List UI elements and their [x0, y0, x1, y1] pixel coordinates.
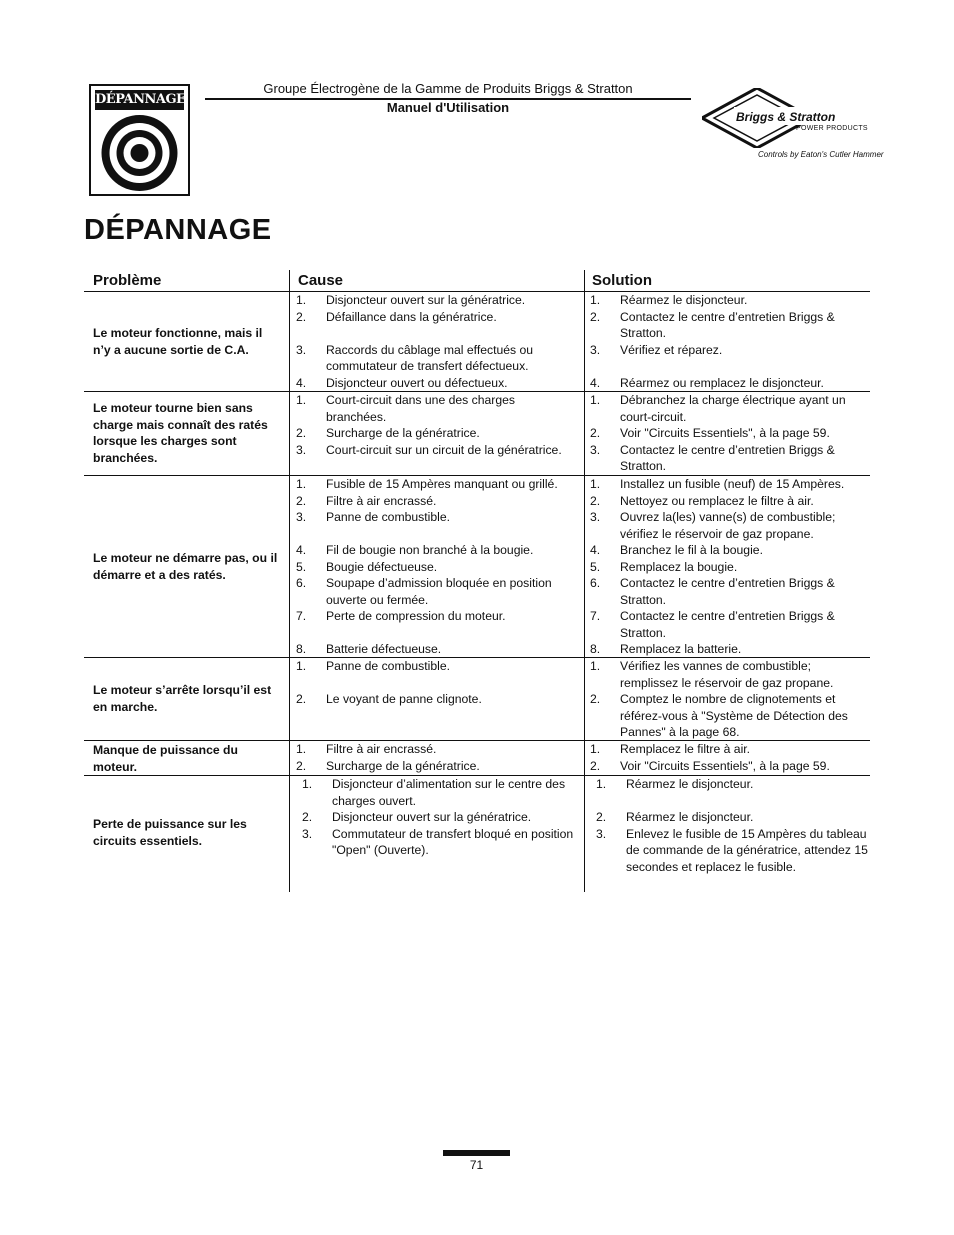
item-text: Vérifiez les vannes de combustible; remplissez le réservoir de gaz propane.: [620, 659, 834, 690]
item-number: 3.: [302, 826, 313, 841]
solutions-list: [590, 776, 868, 892]
table-header: [84, 270, 870, 292]
solutions-list: [590, 741, 868, 775]
item-text: Court-circuit sur un circuit de la génératrice.: [326, 442, 562, 457]
item-number: 3.: [590, 442, 601, 457]
problem-cell: Le moteur fonctionne, mais il n’y a aucune sortie de C.A.: [93, 326, 263, 357]
item-number: 1.: [590, 742, 601, 756]
item-number: 4.: [296, 375, 307, 390]
item-text: Raccords du câblage mal effectués ou commutateur de transfert défectueux.: [326, 342, 534, 373]
brand-controls: Controls by Eaton's Cutler Hammer: [758, 150, 884, 159]
causes-list: [296, 658, 576, 740]
item-text: Contactez le centre d’entretien Briggs & Stratton.: [620, 609, 835, 640]
item-text: Réarmez le disjoncteur.: [626, 810, 754, 824]
item-text: Contactez le centre d’entretien Briggs & Stratton.: [620, 442, 835, 473]
footer-rule: [443, 1155, 510, 1156]
table-row: [84, 741, 870, 776]
item-number: 1.: [296, 393, 307, 407]
item-number: 8.: [590, 642, 601, 656]
item-text: Panne de combustible.: [326, 510, 450, 524]
item-number: 1.: [590, 393, 601, 407]
page-number: 71: [469, 1158, 484, 1172]
item-number: 1.: [296, 742, 307, 756]
item-text: Comptez le nombre de clignotements et référez-vous à "Système de Détection des Pannes" à la page 68.: [620, 692, 848, 739]
item-text: Filtre à air encrassé.: [326, 493, 437, 508]
item-text: Surcharge de la génératrice.: [326, 426, 480, 440]
item-number: 3.: [590, 342, 601, 357]
item-text: Perte de compression du moteur.: [326, 609, 506, 623]
item-number: 3.: [296, 342, 307, 357]
item-number: 2.: [296, 758, 307, 773]
causes-list: [296, 292, 576, 391]
depannage-logo: [89, 84, 190, 196]
item-text: Débranchez la charge électrique ayant un court-circuit.: [620, 393, 846, 424]
item-number: 2.: [296, 309, 307, 324]
problem-cell: Manque de puissance du moteur.: [93, 743, 238, 774]
item-text: Contactez le centre d’entretien Briggs & Stratton.: [620, 576, 835, 607]
item-text: Court-circuit dans une des charges branchées.: [326, 393, 516, 424]
item-number: 2.: [590, 426, 601, 440]
item-text: Réarmez ou remplacez le disjoncteur.: [620, 375, 824, 390]
item-number: 2.: [590, 493, 601, 508]
item-number: 7.: [590, 609, 601, 623]
document-title: Groupe Électrogène de la Gamme de Produits Briggs & Stratton: [263, 81, 633, 96]
item-text: Remplacez le filtre à air.: [620, 742, 751, 756]
column-divider: [289, 270, 290, 892]
causes-list: [296, 776, 576, 892]
item-text: Contactez le centre d’entretien Briggs & Stratton.: [620, 309, 835, 340]
item-text: Défaillance dans la génératrice.: [326, 309, 497, 324]
header-cause: Cause: [298, 272, 344, 289]
item-text: Remplacez la bougie.: [620, 559, 738, 574]
brand-name: Briggs & Stratton: [736, 110, 836, 124]
item-number: 2.: [296, 426, 307, 440]
page-title: DÉPANNAGE: [84, 214, 272, 246]
item-number: 3.: [596, 826, 607, 841]
problem-cell: Le moteur s’arrête lorsqu’il est en marche.: [93, 683, 272, 714]
item-text: Soupape d’admission bloquée en position ouverte ou fermée.: [326, 576, 552, 607]
item-number: 6.: [590, 576, 601, 590]
item-number: 8.: [296, 642, 307, 656]
item-text: Réarmez le disjoncteur.: [626, 777, 754, 791]
item-number: 1.: [296, 477, 307, 491]
item-number: 2.: [590, 309, 601, 324]
item-number: 7.: [296, 609, 307, 623]
causes-list: [296, 392, 576, 475]
item-text: Surcharge de la génératrice.: [326, 758, 480, 773]
table-row: [84, 292, 870, 392]
solutions-list: [590, 292, 868, 391]
header-solution: Solution: [592, 272, 652, 289]
item-text: Voir "Circuits Essentiels", à la page 59.: [620, 426, 830, 440]
item-number: 2.: [296, 692, 307, 706]
solutions-list: [590, 476, 868, 657]
problem-cell: Le moteur ne démarre pas, ou il démarre et a des ratés.: [93, 551, 278, 582]
item-text: Commutateur de transfert bloqué en position "Open" (Ouverte).: [332, 826, 574, 857]
item-text: Réarmez le disjoncteur.: [620, 293, 748, 307]
item-number: 4.: [296, 543, 307, 557]
item-number: 1.: [296, 659, 307, 673]
table-row: [84, 658, 870, 741]
item-number: 3.: [296, 442, 307, 457]
item-number: 2.: [590, 758, 601, 773]
item-number: 4.: [590, 543, 601, 557]
item-number: 4.: [590, 375, 601, 390]
troubleshooting-table: [84, 270, 870, 892]
item-text: Fusible de 15 Ampères manquant ou grillé.: [326, 477, 558, 491]
item-text: Disjoncteur ouvert sur la génératrice.: [332, 810, 532, 824]
item-number: 2.: [596, 810, 607, 824]
target-icon: [97, 114, 182, 192]
item-number: 2.: [590, 692, 601, 706]
item-text: Nettoyez ou remplacez le filtre à air.: [620, 493, 814, 508]
item-text: Enlevez le fusible de 15 Ampères du tableau de commande de la génératrice, attendez 15 secondes et replacez le fusible.: [626, 826, 868, 874]
item-text: Installez un fusible (neuf) de 15 Ampères.: [620, 477, 845, 491]
item-text: Batterie défectueuse.: [326, 642, 442, 656]
item-text: Remplacez la batterie.: [620, 642, 742, 656]
table-body: [84, 292, 870, 892]
causes-list: [296, 476, 576, 657]
table-row: [84, 392, 870, 476]
item-text: Filtre à air encrassé.: [326, 742, 437, 756]
item-text: Branchez le fil à la bougie.: [620, 543, 763, 557]
item-text: Disjoncteur d’alimentation sur le centre des charges ouvert.: [332, 777, 566, 808]
item-number: 3.: [296, 510, 307, 524]
item-text: Disjoncteur ouvert ou défectueux.: [326, 375, 508, 390]
item-number: 1.: [590, 659, 601, 673]
solutions-list: [590, 658, 868, 740]
item-number: 2.: [302, 810, 313, 824]
item-text: Le voyant de panne clignote.: [326, 692, 482, 706]
table-row: [84, 476, 870, 658]
item-text: Voir "Circuits Essentiels", à la page 59.: [620, 758, 830, 773]
item-text: Bougie défectueuse.: [326, 559, 438, 574]
item-text: Panne de combustible.: [326, 659, 450, 673]
item-number: 1.: [590, 477, 601, 491]
item-text: Disjoncteur ouvert sur la génératrice.: [326, 293, 526, 307]
problem-cell: Perte de puissance sur les circuits essentiels.: [93, 817, 247, 848]
item-number: 3.: [590, 510, 601, 524]
logo-label: DÉPANNAGE: [95, 90, 184, 110]
problem-cell: Le moteur tourne bien sans charge mais connaît des ratés lorsque les charges sont branchées.: [93, 401, 268, 465]
item-number: 1.: [590, 293, 601, 307]
item-number: 5.: [590, 559, 601, 574]
table-row: [84, 776, 870, 892]
item-number: 2.: [296, 493, 307, 508]
item-number: 1.: [296, 293, 307, 307]
item-number: 1.: [596, 777, 607, 791]
solutions-list: [590, 392, 868, 475]
item-number: 5.: [296, 559, 307, 574]
brand-subtitle: POWER PRODUCTS: [796, 125, 868, 132]
column-divider: [584, 270, 585, 892]
item-number: 6.: [296, 576, 307, 590]
item-text: Ouvrez la(les) vanne(s) de combustible; vérifiez le réservoir de gaz propane.: [620, 510, 836, 541]
item-number: 1.: [302, 777, 313, 791]
item-text: Vérifiez et réparez.: [620, 342, 723, 357]
causes-list: [296, 741, 576, 775]
item-text: Fil de bougie non branché à la bougie.: [326, 543, 534, 557]
document-subtitle: Manuel d'Utilisation: [386, 100, 510, 115]
header-problem: Problème: [93, 272, 162, 289]
